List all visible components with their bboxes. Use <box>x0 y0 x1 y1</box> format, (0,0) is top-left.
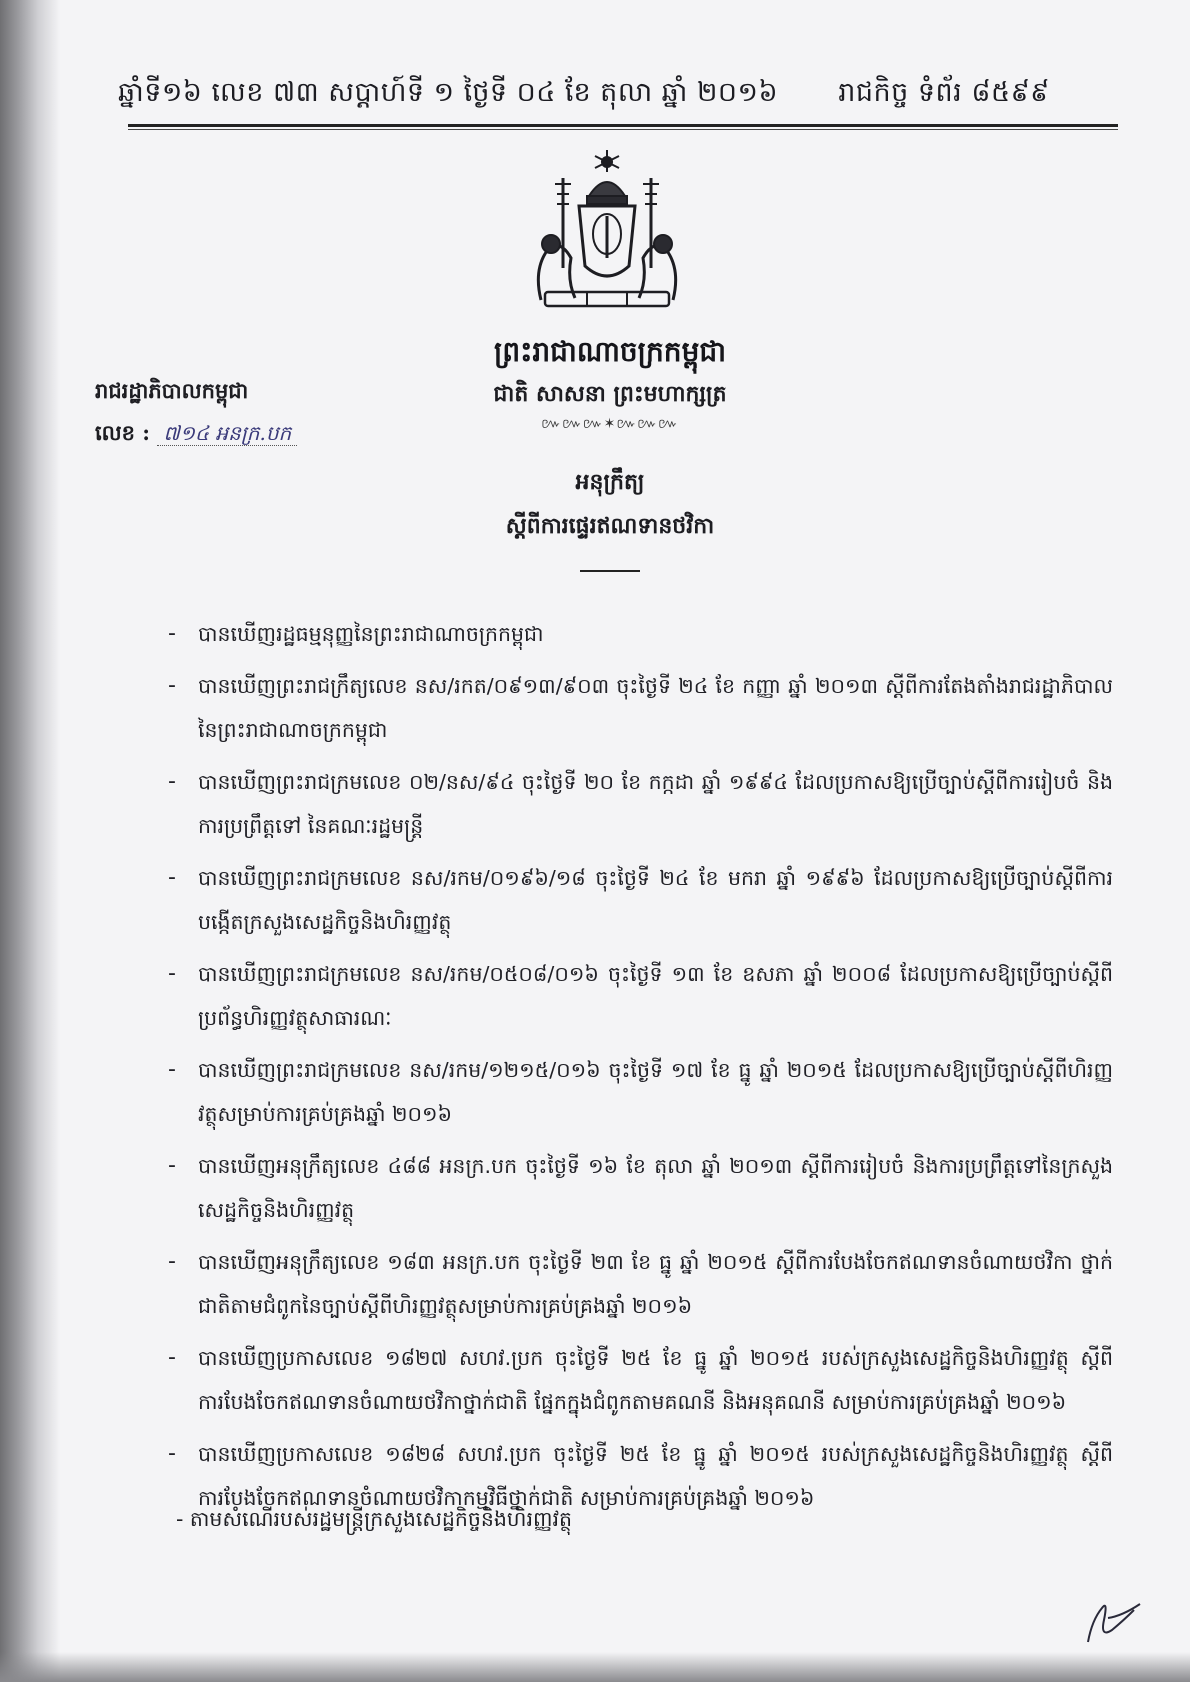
clause-item: - បានឃើញរដ្ឋធម្មនុញ្ញនៃព្រះរាជាណាចក្រកម្ពុជា <box>168 612 1113 656</box>
final-clause: - តាមសំណើរបស់រដ្ឋមន្ត្រីក្រសួងសេដ្ឋកិច្ចនិងហិរញ្ញវត្ថុ <box>176 1507 572 1531</box>
document-subject: ស្តីពីការផ្ទេរឥណទានថវិកា <box>505 513 715 539</box>
preamble-clauses <box>168 612 1113 1528</box>
national-motto: ជាតិ សាសនា ព្រះមហាក្សត្រ <box>493 381 727 407</box>
reference-label: លេខ : <box>95 420 151 445</box>
scan-shadow-bottom <box>0 1652 1190 1682</box>
clause-item: - បានឃើញប្រកាសលេខ ១៨២៧ សហវ.ប្រក ចុះថ្ងៃទី ២៥ ខែ ធ្នូ ឆ្នាំ ២០១៥ របស់ក្រសួងសេដ្ឋកិច្ចនិងហិរញ្ញវត្ថុ ស្តីពីការបែងចែកឥណទានចំណាយថវិកាថ្នាក់ជាតិ ផ្នែកក្នុងជំពូកតាមគណនី និងអនុគណនី សម្រាប់ការគ្រប់គ្រងឆ្នាំ ២០១៦ <box>168 1336 1113 1424</box>
royal-coat-of-arms <box>527 148 687 318</box>
clause-item: - បានឃើញព្រះរាជក្រឹត្យលេខ នស/រកត/០៩១៣/៩០៣ ចុះថ្ងៃទី ២៤ ខែ កញ្ញា ឆ្នាំ ២០១៣ ស្តីពីការតែងតាំងរាជរដ្ឋាភិបាល នៃព្រះរាជាណាចក្រកម្ពុជា <box>168 664 1113 752</box>
clause-item: - បានឃើញព្រះរាជក្រមលេខ ០២/នស/៩៤ ចុះថ្ងៃទី ២០ ខែ កក្កដា ឆ្នាំ ១៩៩៤ ដែលប្រកាសឱ្យប្រើច្បាប់ស្តីពីការរៀបចំ និងការប្រព្រឹត្តទៅ នៃគណៈរដ្ឋមន្ត្រី <box>168 760 1113 848</box>
initials-signature <box>1078 1590 1148 1650</box>
gazette-page-label: រាជកិច្ច ទំព័រ ៨៥៩៩ <box>838 77 1050 108</box>
gazette-issue-line: ឆ្នាំទី១៦ លេខ ៧៣ សប្តាហ៍ទី ១ ថ្ងៃទី ០៤ ខែ តុលា ឆ្នាំ ២០១៦ <box>118 77 779 108</box>
clause-item: - បានឃើញអនុក្រឹត្យលេខ ៤៨៨ អនក្រ.បក ចុះថ្ងៃទី ១៦ ខែ តុលា ឆ្នាំ ២០១៣ ស្តីពីការរៀបចំ និងការប្រព្រឹត្តទៅនៃក្រសួងសេដ្ឋកិច្ចនិងហិរញ្ញវត្ថុ <box>168 1144 1113 1232</box>
reference-number: ៧១៤ អនក្រ.បក <box>157 421 297 446</box>
clause-item: - បានឃើញព្រះរាជក្រមលេខ នស/រកម/០៥០៨/០១៦ ចុះថ្ងៃទី ១៣ ខែ ឧសភា ឆ្នាំ ២០០៨ ដែលប្រកាសឱ្យប្រើច្បាប់ស្តីពីប្រព័ន្ធហិរញ្ញវត្ថុសាធារណៈ <box>168 952 1113 1040</box>
clause-item: - បានឃើញអនុក្រឹត្យលេខ ១៨៣ អនក្រ.បក ចុះថ្ងៃទី ២៣ ខែ ធ្នូ ឆ្នាំ ២០១៥ ស្តីពីការបែងចែកឥណទានចំណាយថវិកា ថ្នាក់ជាតិតាមជំពូកនៃច្បាប់ស្តីពីហិរញ្ញវត្ថុសម្រាប់ការគ្រប់គ្រងឆ្នាំ ២០១៦ <box>168 1240 1113 1328</box>
clause-item: - បានឃើញព្រះរាជក្រមលេខ នស/រកម/០១៩៦/១៨ ចុះថ្ងៃទី ២៤ ខែ មករា ឆ្នាំ ១៩៩៦ ដែលប្រកាសឱ្យប្រើច្បាប់ស្តីពីការបង្កើតក្រសួងសេដ្ឋកិច្ចនិងហិរញ្ញវត្ថុ <box>168 856 1113 944</box>
header-rule <box>128 124 1118 130</box>
reference-number-line <box>95 420 297 451</box>
gazette-header <box>118 76 1108 115</box>
kingdom-name: ព្រះរាជាណាចក្រកម្ពុជា <box>493 335 726 368</box>
clause-item: - បានឃើញប្រកាសលេខ ១៨២៨ សហវ.ប្រក ចុះថ្ងៃទី ២៥ ខែ ធ្នូ ឆ្នាំ ២០១៥ របស់ក្រសួងសេដ្ឋកិច្ចនិងហិរញ្ញវត្ថុ ស្តីពីការបែងចែកឥណទានចំណាយថវិកាកម្មវិធីថ្នាក់ជាតិ សម្រាប់ការគ្រប់គ្រងឆ្នាំ ២០១៦ <box>168 1432 1113 1520</box>
title-divider <box>580 570 640 572</box>
motto-ornament: ៚៚៚✶៚៚៚ <box>541 416 679 432</box>
document-type: អនុក្រឹត្យ <box>575 469 645 495</box>
clause-item: - បានឃើញព្រះរាជក្រមលេខ នស/រកម/១២១៥/០១៦ ចុះថ្ងៃទី ១៧ ខែ ធ្នូ ឆ្នាំ ២០១៥ ដែលប្រកាសឱ្យប្រើច្បាប់ស្តីពីហិរញ្ញវត្ថុសម្រាប់ការគ្រប់គ្រងឆ្នាំ ២០១៦ <box>168 1048 1113 1136</box>
scan-shadow-left <box>0 0 60 1682</box>
issuer-name: រាជរដ្ឋាភិបាលកម្ពុជា <box>95 378 249 403</box>
